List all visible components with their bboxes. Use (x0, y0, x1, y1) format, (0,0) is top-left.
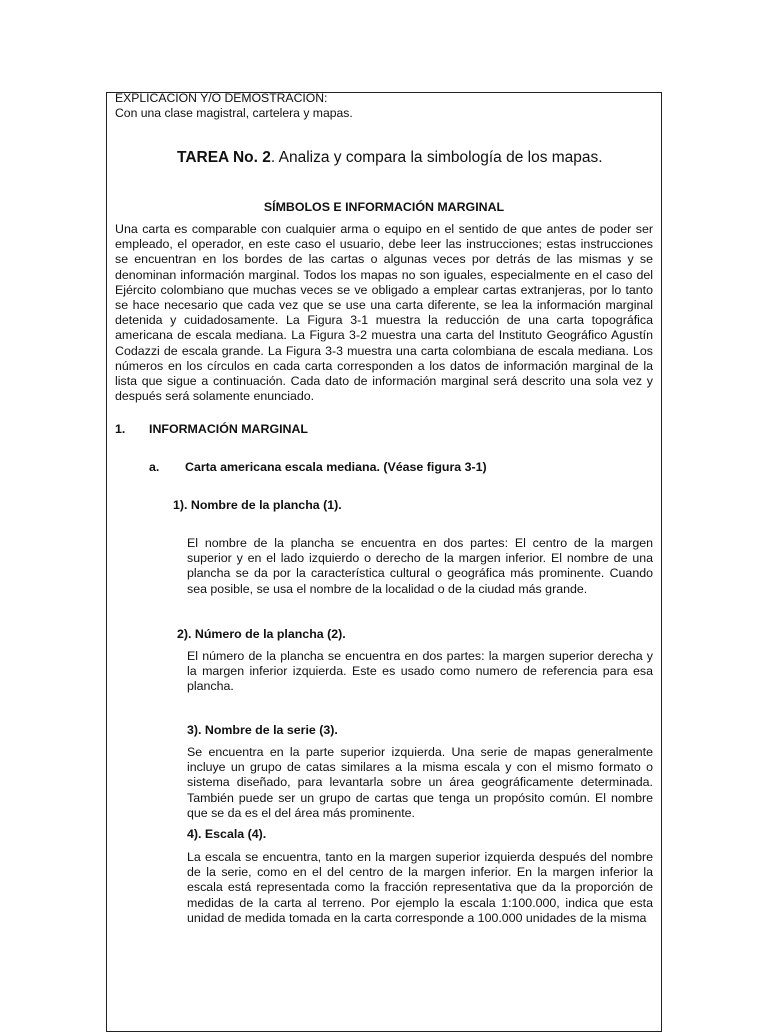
item-body-4: La escala se encuentra, tanto en la margen superior izquierda después del nombre de la serie, como en el del centro de la margen inferior. En la margen inferior la escala está representada como la fracción representativa que da la proporción de medidas de la carta al terreno. Por ejemplo la escala 1:100.000, indica que esta unidad de medida tomada en la carta corresponde a 100.000 unidades de la misma (187, 850, 653, 925)
item-title-3: 3). Nombre de la serie (3). (187, 723, 338, 737)
heading-text: INFORMACIÓN MARGINAL (149, 422, 308, 436)
item-body-2: El número de la plancha se encuentra en dos partes: la margen superior derecha y la margen inferior izquierda. Este es usado como numero de referencia para esa plancha. (187, 649, 653, 694)
task-label: TAREA No. 2 (177, 149, 271, 166)
item-body-3: Se encuentra en la parte superior izquierda. Una serie de mapas generalmente incluye un grupo de catas similares a la misma escala y con el mismo formato o sistema diseñado, para levantarla sobre un área geográficamente determinada. También puede ser un grupo de cartas que tenga un propósito común. El nombre que se da es el del área más prominente. (187, 745, 653, 820)
item-body-1: El nombre de la plancha se encuentra en dos partes: El centro de la margen superior y en el lado izquierdo o derecho de la margen inferior. El nombre de una plancha se da por la característica cultural o geográfica más prominente. Cuando sea posible, se usa el nombre de la localidad o de la ciudad más grande. (187, 536, 653, 596)
item-title-2: 2). Número de la plancha (2). (177, 627, 346, 641)
intro-block (115, 92, 353, 121)
intro-text: Con una clase magistral, cartelera y mapas. (115, 106, 353, 120)
heading-number: 1. (115, 422, 126, 436)
subheading-letter: a. (149, 460, 160, 474)
subheading-carta-americana (149, 460, 487, 474)
document-frame (106, 92, 662, 1032)
item-title-1: 1). Nombre de la plancha (1). (173, 498, 342, 512)
main-paragraph: Una carta es comparable con cualquier arma o equipo en el sentido de que antes de poder ser empleado, el operador, en este caso el usuario, debe leer las instrucciones; estas instrucciones se encuentran en los bordes de las cartas o algunas veces por detrás de las mismas y se denominan información marginal. Todos los mapas no son iguales, especialmente en el caso del Ejército colombiano que muchas veces se ve obligado a emplear cartas extranjeras, por lo tanto se hace necesario que cada vez que se use una carta diferente, se lea la información marginal detenida y cuidadosamente. La Figura 3-1 muestra la reducción de una carta topográfica americana de escala mediana. La Figura 3-2 muestra una carta del Instituto Geográfico Agustín Codazzi de escala grande. La Figura 3-3 muestra una carta colombiana de escala mediana. Los números en los círculos en cada carta corresponden a los datos de información marginal de la lista que sigue a continuación. Cada dato de información marginal será descrito una sola vez y después será solamente enunciado. (115, 222, 653, 404)
intro-heading: EXPLICACION Y/O DEMOSTRACION: (115, 92, 328, 105)
task-title (177, 149, 603, 167)
section-title: SÍMBOLOS E INFORMACIÓN MARGINAL (263, 200, 505, 214)
item-title-4: 4). Escala (4). (187, 827, 267, 841)
task-text: . Analiza y compara la simbología de los mapas. (270, 149, 603, 166)
heading-informacion-marginal (115, 422, 308, 436)
subheading-text: Carta americana escala mediana. (Véase figura 3-1) (185, 460, 487, 474)
